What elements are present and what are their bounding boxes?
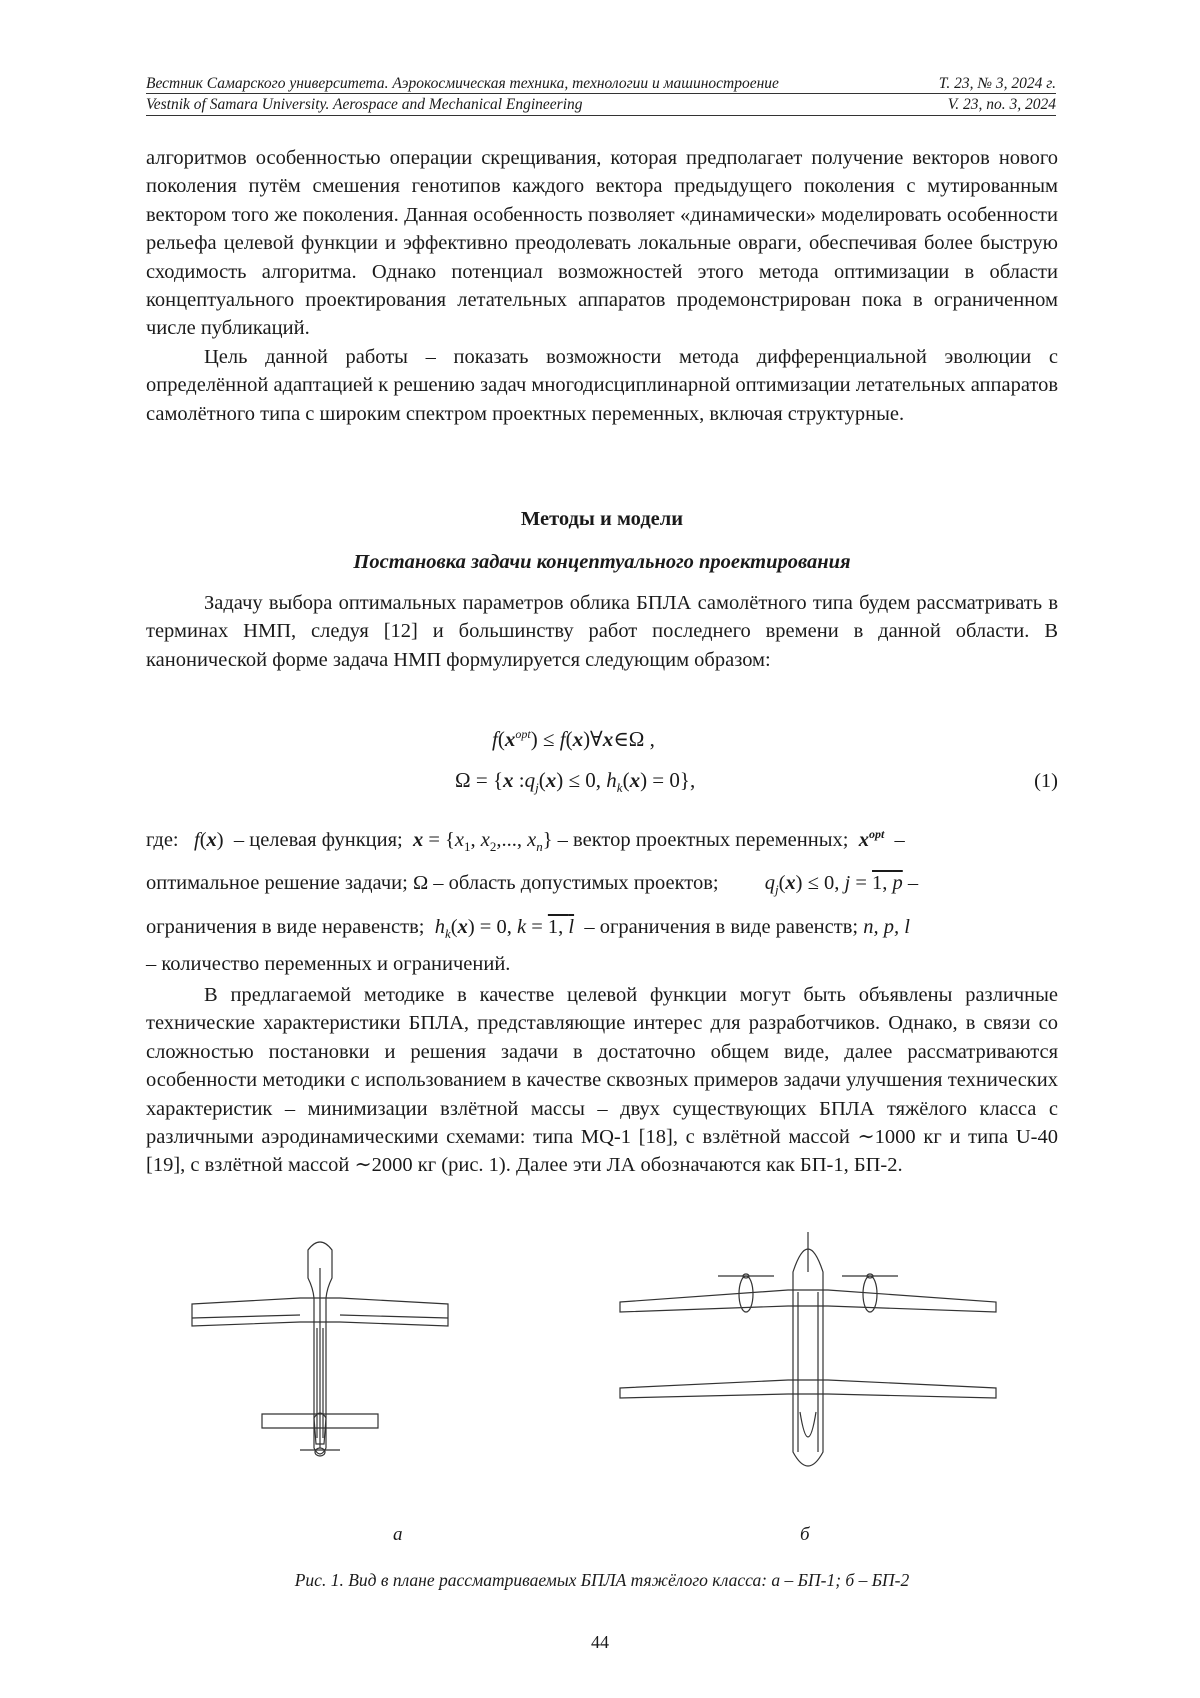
where-dash: – <box>894 828 905 851</box>
where-line-3: ограничения в виде неравенств; $h_k(x) = 0$, k = 1, l – ограничения в виде равенств; n, p, l <box>146 916 910 942</box>
where-eq: – ограничения в виде равенств; <box>584 916 859 938</box>
where-label: где: <box>146 828 179 851</box>
where-objective: – целевая функция; <box>233 828 403 851</box>
uav-bp1-drawing <box>190 1238 450 1508</box>
uav-bp2-drawing <box>618 1232 998 1492</box>
where-line-4: – количество переменных и ограничений. <box>146 953 511 975</box>
volume-ru: Т. 23, № 3, 2024 г. <box>938 75 1056 92</box>
paragraph-3: Задачу выбора оптимальных параметров облика БПЛА самолётного типа будем рассматривать в терминах НМП, следуя [12] и большинству работ последнего времени в данной области. В канонической форме задача НМП формулируется следующим образом: <box>146 592 1058 671</box>
where-vector: – вектор проектных переменных; <box>557 828 849 851</box>
page-number: 44 <box>591 1632 609 1652</box>
subsection-heading: Постановка задачи концептуального проектирования <box>353 551 851 573</box>
where-dash-2: – <box>907 872 919 894</box>
volume-en: V. 23, no. 3, 2024 <box>947 96 1056 113</box>
journal-title-ru: Вестник Самарского университета. Аэрокосмическая техника, технологии и машиностроение <box>146 75 779 92</box>
where-vars: n, p, l <box>863 916 910 938</box>
body-text-problem <box>146 589 1058 674</box>
body-text-methodology <box>146 981 1058 1180</box>
figure-label-a: а <box>393 1524 403 1545</box>
paragraph-1: алгоритмов особенностью операции скрещивания, которая предполагает получение векторов нового поколения путём смешения генотипов каждого вектора предыдущего поколения с мутированным вектором того же поколения. Данная особенность позволяет «динамически» моделировать особенности рельефа целевой функции и эффективно преодолевать локальные овраги, обеспечивая более быструю сходимость алгоритма. Однако потенциал возможностей этого метода оптимизации в области концептуального проектирования летательных аппаратов продемонстрирован пока в ограниченном числе публикаций. <box>146 147 1058 340</box>
running-header-ru <box>146 74 1056 94</box>
figure-label-b: б <box>800 1524 810 1545</box>
where-optimal: оптимальное решение задачи; Ω – область допустимых проектов; <box>146 872 719 894</box>
where-ineq: ограничения в виде неравенств; <box>146 916 425 938</box>
where-line-2: оптимальное решение задачи; Ω – область допустимых проектов; $q_j(x) \le 0$, j = 1, p – <box>146 872 919 898</box>
header-rule-1 <box>146 93 1056 94</box>
body-text-top <box>146 144 1058 428</box>
running-header-en <box>146 95 1056 115</box>
equation-line-2: Ω = {x $:q_j(x) \le 0$, $h_k(x) = 0$}, <box>455 768 696 796</box>
paragraph-2: Цель данной работы – показать возможности метода дифференциальной эволюции с определённой адаптацией к решению задач многодисциплинарной оптимизации летательных аппаратов самолётного типа с широким спектром проектных переменных, включая структурные. <box>146 345 1058 425</box>
where-line-1: где: f(x) – целевая функция; $x = \{x_1$, $x_2$,..., $x_n$} – вектор проектных переменных; $x^{opt}$ – <box>146 827 905 854</box>
equation-number: (1) <box>1034 770 1058 792</box>
journal-title-en: Vestnik of Samara University. Aerospace and Mechanical Engineering <box>146 96 583 113</box>
header-rule-2 <box>146 115 1056 116</box>
figure-caption: Рис. 1. Вид в плане рассматриваемых БПЛА тяжёлого класса: а – БП-1; б – БП-2 <box>294 1570 910 1590</box>
equation-line-1: $f(x^{opt})$ ≤ f(x)∀x∈Ω , <box>492 727 655 751</box>
section-heading: Методы и модели <box>520 508 684 530</box>
paragraph-4: В предлагаемой методике в качестве целевой функции могут быть объявлены различные технические характеристики БПЛА, представляющие интерес для разработчиков. Однако, в связи со сложностью постановки и решения задачи в достаточно общем виде, далее рассматриваются особенности методики с использованием в качестве сквозных примеров задачи улучшения технических характеристик – минимизации взлётной массы – двух существующих БПЛА тяжёлого класса с различными аэродинамическими схемами: типа MQ-1 [18], с взлётной массой ∼1000 кг и типа U-40 [19], с взлётной массой ∼2000 кг (рис. 1). Далее эти ЛА обозначаются как БП-1, БП-2. <box>146 984 1058 1177</box>
